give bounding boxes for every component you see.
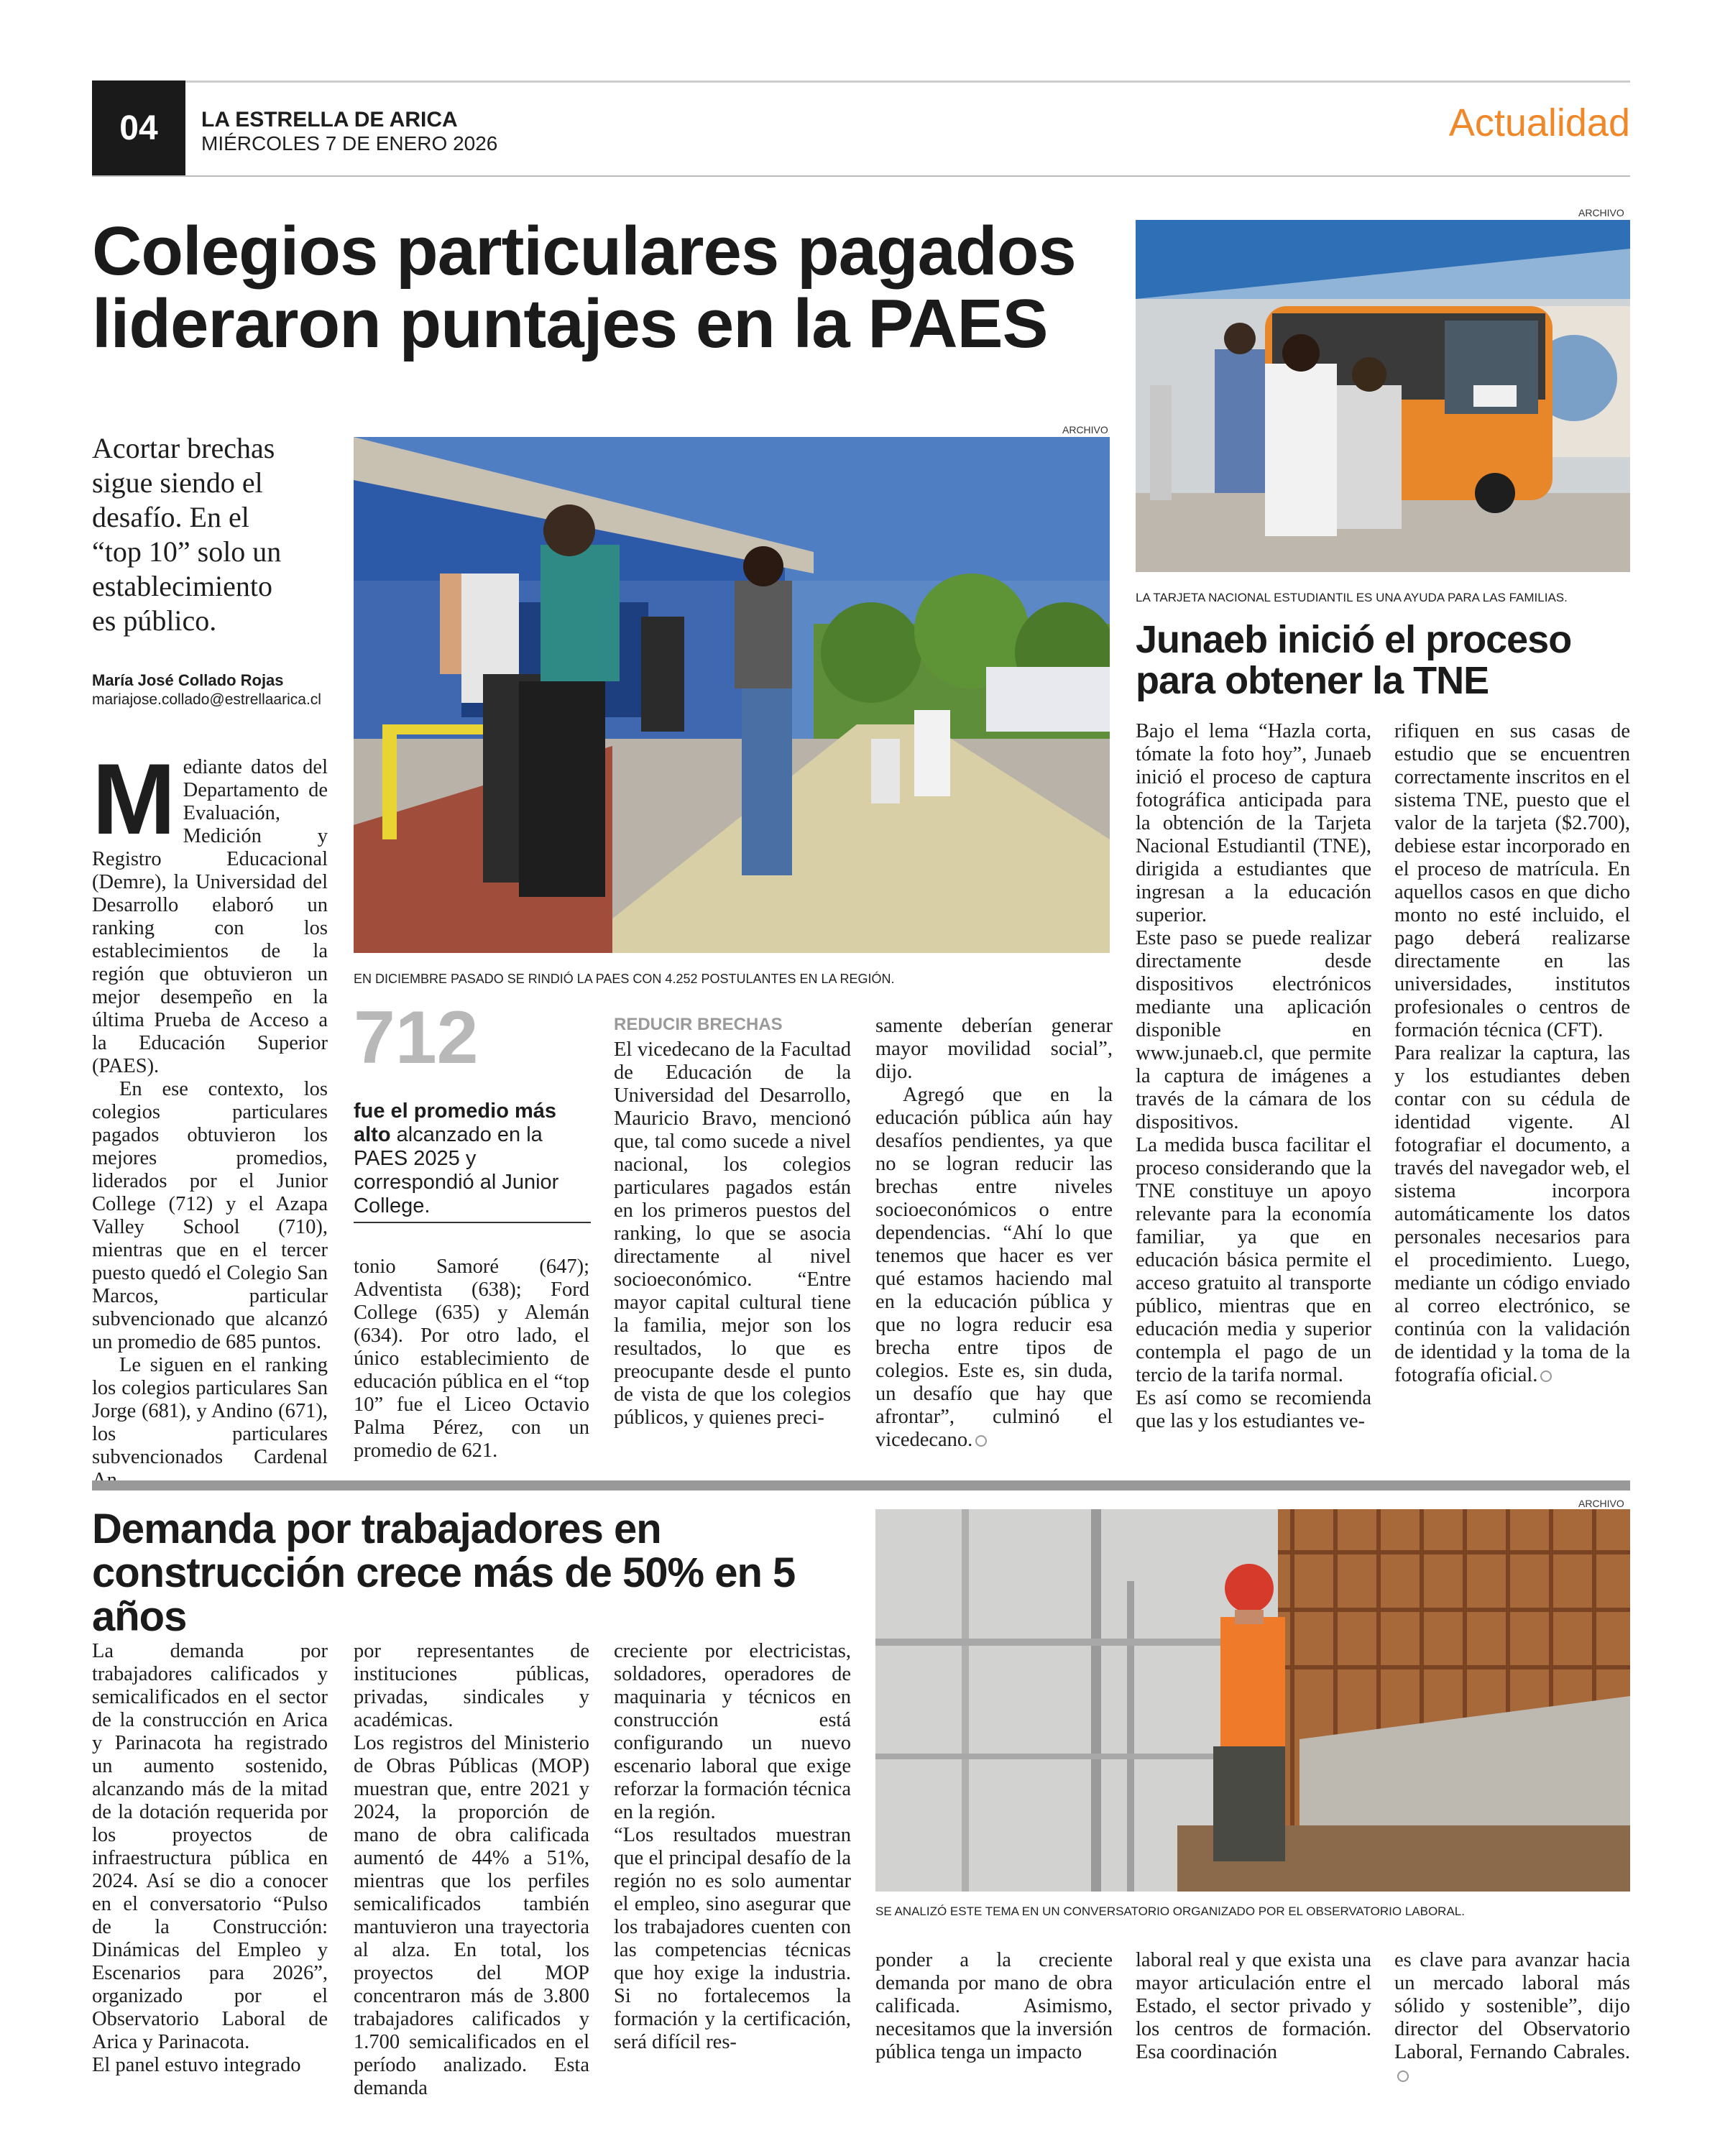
photo2-caption: LA TARJETA NACIONAL ESTUDIANTIL ES UNA AYUDA PARA LAS FAMILIAS.	[1136, 591, 1568, 604]
article3-paragraph: creciente por electricistas, soldadores, operadores de maquinaria y técnicos en construcción está configurando un nuevo escenario laboral que exige reforzar la formación técnica en la región.	[614, 1640, 851, 1823]
end-mark-icon	[1397, 2070, 1409, 2082]
article2-paragraph	[1394, 1042, 1630, 1387]
top-rule	[92, 80, 1630, 83]
stat-bold-text: fue el promedio más alto	[354, 1100, 557, 1146]
stat-description	[354, 1100, 591, 1218]
end-mark-icon	[1540, 1370, 1552, 1382]
article2-closing-text: Para realizar la captura, las y los estudiantes deben contar con su cédula de identidad vigente. Al fotografiar el documento, a través del navegador web, el sistema incorpora automáticamente los datos personales necesarios para el procedimiento. Luego, mediante un código enviado al correo electrónico, se continúa con la validación de identidad y la toma de la fotografía oficial.	[1394, 1042, 1630, 1386]
article3-paragraph	[1394, 1949, 1630, 2087]
header-rule	[92, 175, 1630, 177]
article3-paragraph: laboral real y que exista una mayor articulación entre el Estado, el sector privado y los centros de formación. Esa coordinación	[1136, 1949, 1371, 2063]
publication-date: MIÉRCOLES 7 DE ENERO 2026	[201, 132, 498, 155]
article3-paragraph: por representantes de instituciones públicas, privadas, sindicales y académicas.	[354, 1640, 589, 1731]
photo2-credit: ARCHIVO	[1578, 207, 1624, 218]
article3-headline	[92, 1508, 883, 1639]
article2-headline	[1136, 619, 1630, 701]
deck-line: sigue siendo el	[92, 466, 263, 499]
article2-column1	[1136, 720, 1371, 1433]
article1-column4	[875, 1015, 1113, 1452]
article3-headline-line1: Demanda por trabajadores en	[92, 1506, 661, 1552]
students-photo	[354, 437, 1110, 953]
article1-column1	[92, 742, 328, 1492]
photo3-credit: ARCHIVO	[1578, 1498, 1624, 1509]
article2-headline-line1: Junaeb inició el proceso	[1136, 618, 1572, 661]
article3-paragraph: ponder a la creciente demanda por mano de obra calificada. Asimismo, necesitamos que la inversión pública tenga un impacto	[875, 1949, 1113, 2063]
article3-column1	[92, 1640, 328, 2077]
article2-paragraph: Es así como se recomienda que las y los estudiantes ve-	[1136, 1387, 1371, 1432]
article3-paragraph: “Los resultados muestran que el principal desafío de la región no es solo aumentar el empleo, sino asegurar que los trabajadores cuenten con las competencias técnicas que hoy exige la industria. Si no fortalecemos la formación y la certificación, será difícil res-	[614, 1824, 851, 2053]
article3-headline-line2: construcción crece más de 50% en 5 años	[92, 1549, 796, 1640]
article3-column6	[1394, 1949, 1630, 2087]
article1-paragraph	[875, 1084, 1113, 1452]
article3-paragraph: La demanda por trabajadores calificados y semicalificados en el sector de la construcción en Arica y Parinacota ha registrado un aumento sostenido, alcanzando más de la mitad de la dotación requerida por los proyectos de infraestructura pública en 2024. Así se dio a conocer en el conversatorio “Pulso de la Construcción: Dinámicas del Empleo y Escenarios para 2026”, organizado por el Observatorio Laboral de Arica y Parinacota.	[92, 1640, 328, 2053]
article1-headline	[92, 213, 1127, 362]
article1-paragraph: En ese contexto, los colegios particulares pagados obtuvieron los mejores promedios, liderados por el Junior College (712) y el Azapa Valley School (710), mientras que en el tercer puesto quedó el Colegio San Marcos, particular subvencionado que alcanzó un promedio de 685 puntos.	[92, 1078, 328, 1353]
article3-column4	[875, 1949, 1113, 2064]
article1-paragraph: samente deberían generar mayor movilidad social”, dijo.	[875, 1015, 1113, 1083]
deck-line: desafío. En el	[92, 501, 249, 533]
subhead-reducir-brechas: REDUCIR BRECHAS	[614, 1015, 783, 1034]
article1-column3	[614, 1038, 851, 1429]
construction-photo	[875, 1509, 1630, 1892]
article1-paragraph: tonio Samoré (647); Adventista (638); Ford College (635) y Alemán (634). Por otro lado, el único establecimiento de educación pública en el “top 10” fue el Liceo Octavio Palma Pérez, con un promedio de 621.	[354, 1256, 589, 1462]
article2-paragraph: rifiquen en sus casas de estudio que se encuentren correctamente inscritos en el sistema TNE, puesto que el valor de la tarjeta ($2.700), debiese estar incorporado en el proceso de matrícula. En aquellos casos en que dicho monto no esté incluido, el pago deberá realizarse directamente en las universidades, institutos profesionales o centros de formación técnica (CFT).	[1394, 720, 1630, 1041]
article3-paragraph: Los registros del Ministerio de Obras Públicas (MOP) muestran que, entre 2021 y 2024, la proporción de mano de obra calificada aumentó de 44% a 51%, mientras que los perfiles semicalificados también mantuvieron una trayectoria al alza. En total, los proyectos del MOP concentraron más de 3.800 trabajadores calificados y 1.700 semicalificados en el período analizado. Esta demanda	[354, 1732, 589, 2099]
bus-photo-illustration	[1136, 220, 1630, 572]
page-number: 04	[92, 80, 185, 175]
author-name: María José Collado Rojas	[92, 671, 284, 689]
photo1-caption: EN DICIEMBRE PASADO SE RINDIÓ LA PAES CON 4.252 POSTULANTES EN LA REGIÓN.	[354, 972, 895, 986]
deck-line: “top 10” solo un	[92, 535, 282, 568]
photo3-caption: SE ANALIZÓ ESTE TEMA EN UN CONVERSATORIO ORGANIZADO POR EL OBSERVATORIO LABORAL.	[875, 1904, 1465, 1918]
article2-headline-line2: para obtener la TNE	[1136, 658, 1489, 702]
stat-rule	[354, 1222, 591, 1223]
deck-line: Acortar brechas	[92, 432, 275, 464]
end-mark-icon	[975, 1435, 987, 1447]
article2-column2	[1394, 720, 1630, 1387]
deck-line: establecimiento	[92, 570, 273, 602]
article1-column2	[354, 1256, 589, 1462]
author-email[interactable]: mariajose.collado@estrellaarica.cl	[92, 691, 321, 708]
section-label: Actualidad	[1448, 101, 1630, 144]
dropcap: M	[92, 742, 176, 855]
section-separator	[92, 1480, 1630, 1491]
publication-name: LA ESTRELLA DE ARICA	[201, 108, 458, 132]
article2-paragraph: Este paso se puede realizar directamente desde dispositivos electrónicos mediante una aplicación disponible en www.junaeb.cl, que permite la captura de imágenes a través de la cámara de los dispositivos.	[1136, 927, 1371, 1133]
students-photo-illustration	[354, 437, 1110, 953]
article1-deck	[92, 431, 329, 638]
article1-closing-text: Agregó que en la educación pública aún hay desafíos pendientes, ya que no se logran reducir las brechas entre niveles socioeconómicos o entre dependencias. “Ahí lo que tenemos que hacer es ver qué estamos haciendo mal en la educación pública y que no logra reducir esa brecha entre tipos de colegios. Este es, sin duda, un desafío que hay que afrontar”, culminó el vicedecano.	[875, 1084, 1113, 1451]
article1-paragraph	[92, 742, 328, 1078]
article3-column5	[1136, 1949, 1371, 2064]
article1-lead-text: ediante datos del Departamento de Evaluación, Medición y Registro Educacional (Demre), la Universidad del Desarrollo elaboró un ranking con los establecimientos de la región que obtuvieron un mejor desempeño en la última Prueba de Acceso a la Educación Superior (PAES).	[92, 756, 328, 1077]
article3-closing-text: es clave para avanzar hacia un mercado laboral más sólido y sostenible”, dijo director del Observatorio Laboral, Fernando Cabrales.	[1394, 1949, 1630, 2063]
article1-paragraph: Le siguen en el ranking los colegios particulares San Jorge (681), y Andino (671), los particulares subvencionados Cardenal	[92, 1354, 328, 1468]
construction-photo-illustration	[875, 1509, 1630, 1892]
article3-column3	[614, 1640, 851, 2054]
article1-paragraph: El vicedecano de la Facultad de Educación de la Universidad del Desarrollo, Mauricio Bravo, mencionó que, tal como sucede a nivel nacional, los colegios particulares pagados están en los primeros puestos del ranking, lo que se asocia directamente al nivel socioeconómico. “Entre mayor capital cultural tiene la familia, mejor son los resultados, lo que es preocupante desde el punto de vista de que los colegios públicos, y quienes preci-	[614, 1038, 851, 1429]
article3-column2	[354, 1640, 589, 2100]
stat-number: 712	[354, 996, 479, 1079]
bus-photo	[1136, 220, 1630, 572]
article2-paragraph: Bajo el lema “Hazla corta, tómate la foto hoy”, Junaeb inició el proceso de captura fotográfica anticipada para la obtención de la Tarjeta Nacional Estudiantil (TNE), dirigida a estudiantes que ingresan a la educación superior.	[1136, 720, 1371, 926]
photo1-credit: ARCHIVO	[1062, 424, 1108, 436]
article1-headline-line1: Colegios particulares pagados	[92, 213, 1076, 290]
deck-line: es público.	[92, 604, 217, 637]
article1-headline-line2: lideraron puntajes en la PAES	[92, 285, 1048, 362]
article3-paragraph: El panel estuvo integrado	[92, 2054, 301, 2076]
article2-paragraph: La medida busca facilitar el proceso considerando que la TNE constituye un apoyo relevante para la economía familiar, ya que en educación básica permite el acceso gratuito al transporte público, mientras que en educación media y superior contempla el pago de un tercio de la tarifa normal.	[1136, 1134, 1371, 1386]
stat-rest-text: alcanzado en la PAES 2025 y correspondió al Junior College.	[354, 1123, 559, 1217]
